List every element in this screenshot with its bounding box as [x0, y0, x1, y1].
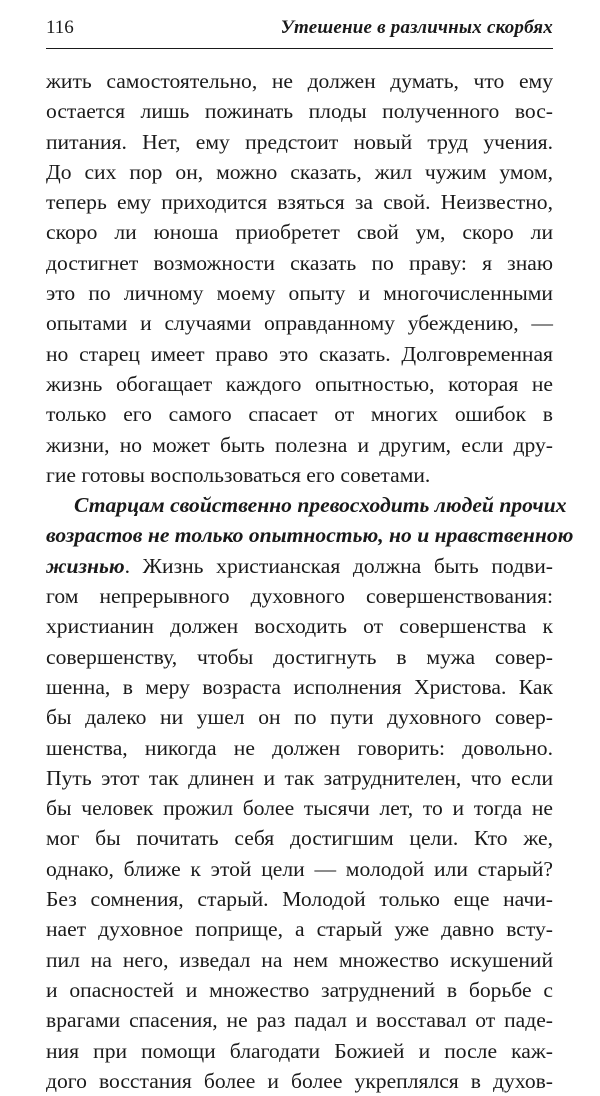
text-line: бы человек прожил более тысячи лет, то и тогда не — [46, 796, 553, 821]
text-line: Без сомнения, старый. Молодой только еще начи- — [46, 887, 553, 912]
text-line: врагами спасения, не раз падал и восставал от паде- — [46, 1008, 553, 1033]
page-header — [46, 17, 553, 45]
text-line: жить самостоятельно, не должен думать, что ему — [46, 69, 553, 93]
text-line: это по личному моему опыту и многочисленными — [46, 281, 553, 306]
text-line: однако, ближе к этой цели — молодой или старый? — [46, 856, 553, 881]
text-line: шенства, никогда не должен говорить: довольно. — [46, 735, 553, 760]
text-line: совершенству, чтобы достигнуть в мужа совер- — [46, 644, 553, 669]
text-line: питания. Нет, ему предстоит новый труд учения. — [46, 129, 553, 154]
page-number: 116 — [46, 17, 74, 38]
emphasis-line: Старцам свойственно превосходить людей прочих — [74, 493, 567, 518]
text-line: нает духовное поприще, а старый уже давно всту- — [46, 917, 553, 942]
text-line: мог бы почитать себя достигшим цели. Кто же, — [46, 826, 553, 851]
text-line: скоро ли юноша приобретет свой ум, скоро ли — [46, 220, 553, 245]
text-line: дого восстания более и более укреплялся в духов- — [46, 1068, 553, 1093]
text-line: но старец имеет право это сказать. Долговременная — [46, 341, 553, 366]
emphasis-text: жизнью — [46, 553, 125, 578]
text-line: До сих пор он, можно сказать, жил чужим умом, — [46, 159, 553, 184]
text-line: пил на него, изведал на нем множество искушений — [46, 947, 553, 972]
text-line — [46, 551, 553, 581]
running-title: Утешение в различных скорбях — [280, 17, 553, 38]
text-line: гом непрерывного духовного совершенствования: — [46, 584, 553, 609]
emphasis-line: возрастов не только опытностью, но и нравственною — [46, 523, 574, 548]
text-line: только его самого спасает от многих ошибок в — [46, 402, 553, 427]
text-line: жизни, но может быть полезна и другим, если дру- — [46, 432, 553, 457]
text-span: . Жизнь христианская должна быть подви- — [124, 553, 553, 578]
text-line: достигнет возможности сказать по праву: я знаю — [46, 250, 553, 275]
text-line: теперь ему приходится взяться за свой. Неизвестно, — [46, 190, 553, 215]
text-line: опытами и случаями оправданному убеждению, — — [46, 311, 553, 336]
header-rule — [46, 48, 553, 49]
text-line: остается лишь пожинать плоды полученного вос- — [46, 99, 553, 124]
text-line: шенна, в меру возраста исполнения Христова. Как — [46, 674, 553, 699]
text-line: бы далеко ни ушел он по пути духовного совер- — [46, 705, 553, 730]
body-text — [46, 66, 574, 1096]
text-line: и опасностей и множество затруднений в борьбе с — [46, 977, 553, 1002]
text-line: гие готовы воспользоваться его советами. — [46, 462, 431, 487]
text-line: Путь этот так длинен и так затруднителен, что если — [46, 765, 553, 790]
text-line: жизнь обогащает каждого опытностью, которая не — [46, 371, 553, 396]
text-line: ния при помощи благодати Божией и после каж- — [46, 1038, 553, 1063]
text-line: христианин должен восходить от совершенства к — [46, 614, 553, 639]
